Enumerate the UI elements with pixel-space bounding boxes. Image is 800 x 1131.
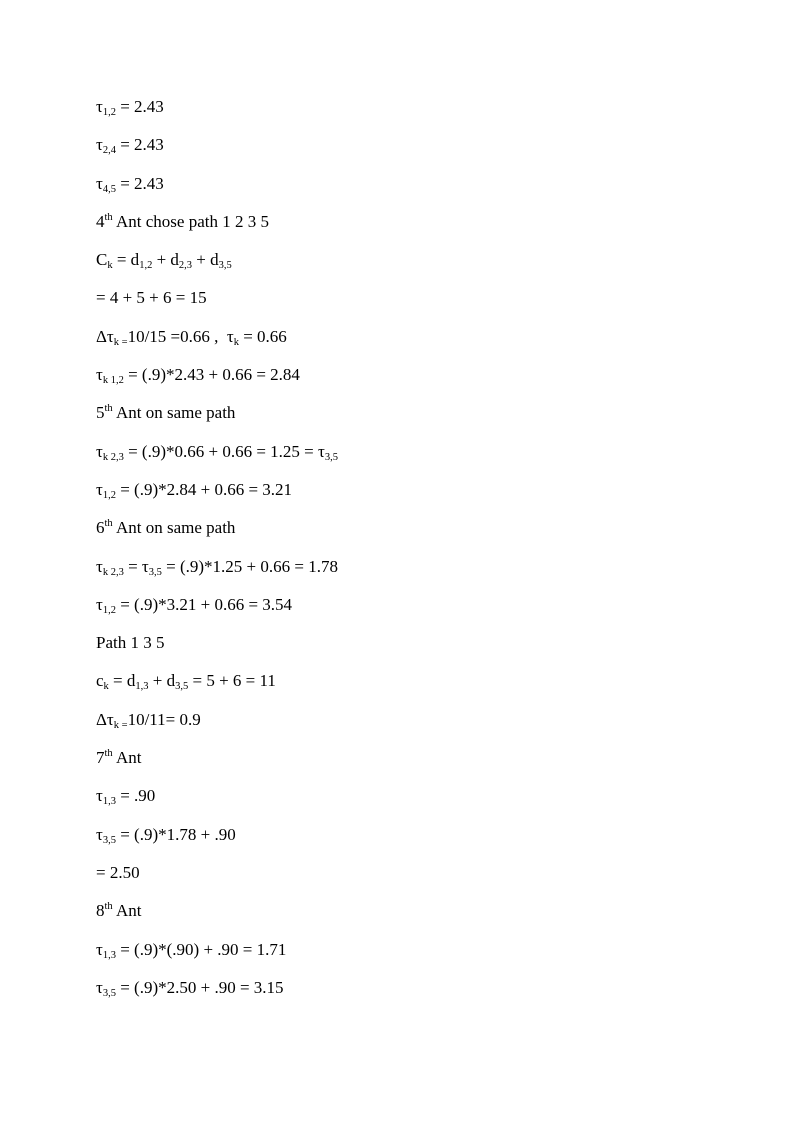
superscript: th [104, 748, 113, 760]
text-run: 4 [96, 211, 105, 231]
text-line [96, 745, 736, 783]
text-line [96, 668, 736, 706]
text-line [96, 630, 736, 668]
superscript: th [104, 518, 113, 530]
text-run: Path 1 3 5 [96, 633, 165, 653]
text-run: Ant [112, 901, 142, 921]
subscript: 4,5 [102, 183, 116, 195]
text-run: τ [96, 479, 103, 499]
text-run: 5 [96, 403, 105, 423]
subscript: k [107, 260, 113, 272]
subscript: 1,2 [139, 260, 153, 272]
subscript: 1,3 [102, 949, 116, 961]
text-run: = 2.43 [115, 97, 164, 116]
text-run: c [96, 671, 104, 691]
text-run: Δτ [96, 326, 114, 346]
subscript: 3,5 [148, 566, 162, 578]
subscript: 1,3 [135, 681, 149, 693]
text-line [96, 132, 736, 170]
text-run: + d [152, 250, 179, 270]
subscript: 3,5 [102, 834, 116, 846]
subscript: 3,5 [218, 260, 232, 272]
text-run: 8 [96, 901, 105, 921]
text-run: 7 [96, 748, 105, 768]
text-run: = 5 + 6 = 11 [188, 671, 276, 691]
text-run: Ant on same path [112, 403, 236, 423]
text-run: + d [192, 250, 219, 270]
text-run: τ [96, 135, 103, 155]
subscript: k 2,3 [102, 451, 124, 463]
text-run: Ant [112, 748, 142, 768]
text-line [96, 209, 736, 247]
text-run: τ [96, 939, 103, 959]
superscript: th [104, 211, 113, 223]
text-run: = 0.66 [238, 326, 287, 346]
text-run: τ [96, 556, 103, 576]
text-run: = 2.50 [96, 862, 140, 882]
text-run: τ [96, 365, 103, 385]
text-run: τ [96, 441, 103, 461]
subscript: 2,3 [178, 260, 193, 272]
text-run: = (.9)*3.21 + 0.66 = 3.54 [115, 594, 293, 614]
text-run: C [96, 250, 108, 270]
text-run: = (.9)*2.43 + 0.66 = 2.84 [123, 365, 300, 385]
subscript: k = [113, 719, 128, 731]
text-line [96, 707, 736, 745]
subscript: 1,3 [102, 796, 116, 808]
subscript: 2,4 [102, 145, 116, 157]
text-run: τ [96, 824, 103, 844]
superscript: th [104, 901, 113, 913]
text-run: τ [96, 594, 103, 614]
text-run: = 4 + 5 + 6 = 15 [96, 288, 207, 308]
subscript: 3,5 [102, 987, 116, 999]
subscript: k [233, 336, 239, 348]
text-run: = .90 [115, 786, 156, 806]
text-run: Ant chose path 1 2 3 5 [112, 211, 269, 231]
text-line [96, 439, 736, 477]
text-run: = (.9)*1.25 + 0.66 = 1.78 [161, 556, 338, 576]
text-line [96, 783, 736, 821]
text-line [96, 822, 736, 860]
text-line [96, 94, 736, 132]
text-run: = (.9)*1.78 + .90 [115, 824, 236, 844]
text-line [96, 247, 736, 285]
text-run: = (.9)*2.50 + .90 = 3.15 [115, 977, 284, 997]
subscript: k 2,3 [102, 566, 124, 578]
text-run: Δτ [96, 709, 114, 729]
text-run: = d [112, 250, 140, 270]
text-run: = (.9)*0.66 + 0.66 = 1.25 = τ [123, 441, 325, 461]
text-line [96, 975, 736, 1013]
text-run: τ [96, 173, 103, 193]
subscript: 3,5 [175, 681, 189, 693]
text-run: τ [96, 977, 103, 997]
subscript: k = [113, 336, 128, 348]
text-run: τ [96, 97, 103, 116]
text-run: Ant on same path [112, 518, 236, 538]
text-run: 6 [96, 518, 105, 538]
text-run: = 2.43 [115, 173, 164, 193]
text-line [96, 285, 736, 323]
text-run: + d [148, 671, 176, 691]
document-page [96, 94, 736, 1013]
text-run: 10/11= 0.9 [127, 709, 201, 729]
text-line [96, 515, 736, 553]
subscript: 3,5 [324, 451, 338, 463]
text-line [96, 324, 736, 362]
text-line [96, 898, 736, 936]
text-run: = (.9)*(.90) + .90 = 1.71 [115, 939, 287, 959]
text-run: = 2.43 [115, 135, 164, 155]
subscript: k 1,2 [102, 375, 124, 387]
text-line [96, 860, 736, 898]
subscript: k [103, 681, 109, 693]
text-line [96, 592, 736, 630]
text-line [96, 937, 736, 975]
text-run: = τ [123, 556, 149, 576]
subscript: 1,2 [102, 107, 116, 118]
subscript: 1,2 [102, 604, 116, 616]
text-line [96, 400, 736, 438]
subscript: 1,2 [102, 489, 116, 501]
text-line [96, 554, 736, 592]
text-line [96, 362, 736, 400]
text-run: = (.9)*2.84 + 0.66 = 3.21 [115, 479, 293, 499]
text-run: 10/15 =0.66 , τ [127, 326, 234, 346]
text-line [96, 477, 736, 515]
text-run: τ [96, 786, 103, 806]
superscript: th [104, 403, 113, 415]
text-line [96, 171, 736, 209]
text-run: = d [108, 671, 136, 691]
